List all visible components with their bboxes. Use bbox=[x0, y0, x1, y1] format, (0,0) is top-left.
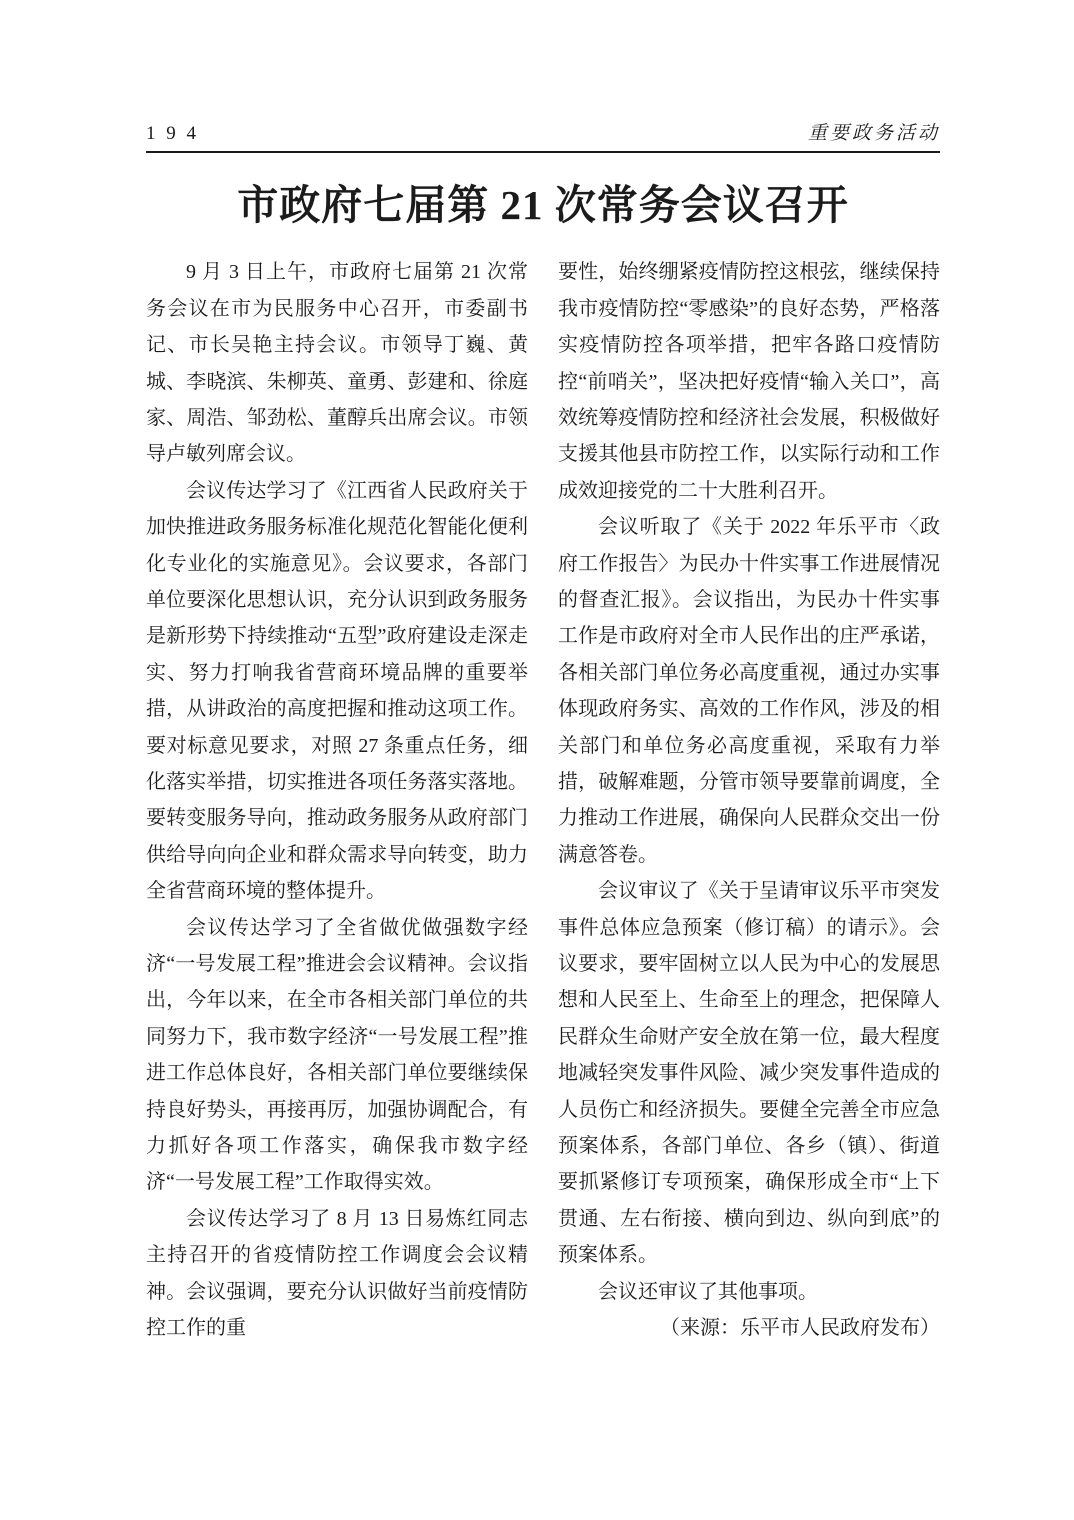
paragraph: 会议传达学习了 8 月 13 日易炼红同志主持召开的省疫情防控工作调度会会议精神。会议强调，要充分认识做好当前疫情防控工作的重 bbox=[146, 1207, 528, 1340]
article-body bbox=[146, 254, 940, 1346]
section-label: 重要政务活动 bbox=[807, 123, 940, 144]
page-header bbox=[146, 118, 940, 153]
right-column bbox=[558, 254, 940, 1346]
paragraph: 会议还审议了其他事项。 bbox=[598, 1280, 818, 1303]
paragraph: 9 月 3 日上午，市政府七届第 21 次常务会议在市为民服务中心召开，市委副书记、市长吴艳主持会议。市领导丁巍、黄城、李晓滨、朱柳英、童勇、彭建和、徐庭家、周浩、邹劲松、董醇兵出席会议。市领导卢敏列席会议。 bbox=[146, 261, 528, 466]
page-number: 1 9 4 bbox=[146, 123, 199, 144]
paragraph: 要性，始终绷紧疫情防控这根弦，继续保持我市疫情防控“零感染”的良好态势，严格落实疫情防控各项举措，把牢各路口疫情防控“前哨关”，坚决把好疫情“输入关口”，高效统筹疫情防控和经济社会发展，积极做好支援其他县市防控工作，以实际行动和工作成效迎接党的二十大胜利召开。 bbox=[558, 261, 940, 502]
source-line: （来源：乐平市人民政府发布） bbox=[660, 1317, 940, 1340]
left-column bbox=[146, 254, 528, 1346]
article-title: 市政府七届第 21 次常务会议召开 bbox=[237, 182, 849, 228]
paragraph: 会议传达学习了全省做优做强数字经济“一号发展工程”推进会会议精神。会议指出，今年以来，在全市各相关部门单位的共同努力下，我市数字经济“一号发展工程”推进工作总体良好，各相关部门单位要继续保持良好势头，再接再厉，加强协调配合，有力抓好各项工作落实，确保我市数字经济“一号发展工程”工作取得实效。 bbox=[146, 916, 528, 1194]
paragraph: 会议听取了《关于 2022 年乐平市〈政府工作报告〉为民办十件实事工作进展情况的督查汇报》。会议指出，为民办十件实事工作是市政府对全市人民作出的庄严承诺，各相关部门单位务必高度重视，通过办实事体现政府务实、高效的工作作风，涉及的相关部门和单位务必高度重视，采取有力举措，破解难题，分管市领导要靠前调度，全力推动工作进展，确保向人民群众交出一份满意答卷。 bbox=[558, 516, 940, 866]
paragraph: 会议审议了《关于呈请审议乐平市突发事件总体应急预案（修订稿）的请示》。会议要求，要牢固树立以人民为中心的发展思想和人民至上、生命至上的理念，把保障人民群众生命财产安全放在第一位，最大程度地减轻突发事件风险、减少突发事件造成的人员伤亡和经济损失。要健全完善全市应急预案体系，各部门单位、各乡（镇）、街道要抓紧修订专项预案，确保形成全市“上下贯通、左右衔接、横向到边、纵向到底”的预案体系。 bbox=[558, 880, 940, 1267]
paragraph: 会议传达学习了《江西省人民政府关于加快推进政务服务标准化规范化智能化便利化专业化的实施意见》。会议要求，各部门单位要深化思想认识，充分认识到政务服务是新形势下持续推动“五型”政府建设走深走实、努力打响我省营商环境品牌的重要举措，从讲政治的高度把握和推动这项工作。要对标意见要求，对照 27 条重点任务，细化落实举措，切实推进各项任务落实落地。要转变服务导向，推动政务服务从政府部门供给导向向企业和群众需求导向转变，助力全省营商环境的整体提升。 bbox=[146, 479, 528, 903]
